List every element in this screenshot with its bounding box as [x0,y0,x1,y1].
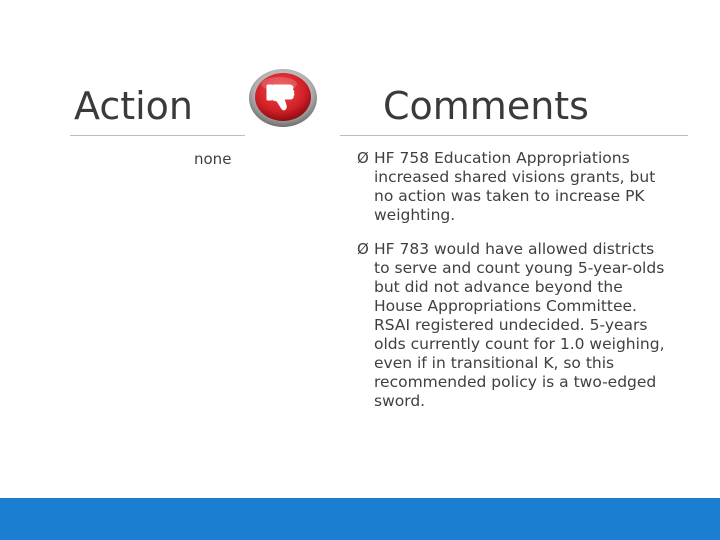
right-divider [340,135,688,136]
footer-bar [0,498,720,540]
bullet-text: HF 783 would have allowed districts to serve and count young 5-year-olds but did not advance beyond the House Appropriations Committee. RSAI registered undecided. 5-years olds currently count for 1.0 weighing, even if in transitional K, so this recommended policy is a two-edged sword. [374,240,665,410]
comments-heading: Comments [383,84,589,128]
arrow-bullet-icon: Ø [357,149,369,167]
thumbs-down-icon [246,64,320,128]
arrow-bullet-icon: Ø [357,240,369,258]
action-value: none [194,150,232,168]
action-heading: Action [74,84,194,128]
left-divider [70,135,245,136]
comment-bullet [357,240,667,411]
comment-bullet [357,149,667,225]
bullet-text: HF 758 Education Appropriations increased shared visions grants, but no action was taken to increase PK weighting. [374,149,656,224]
